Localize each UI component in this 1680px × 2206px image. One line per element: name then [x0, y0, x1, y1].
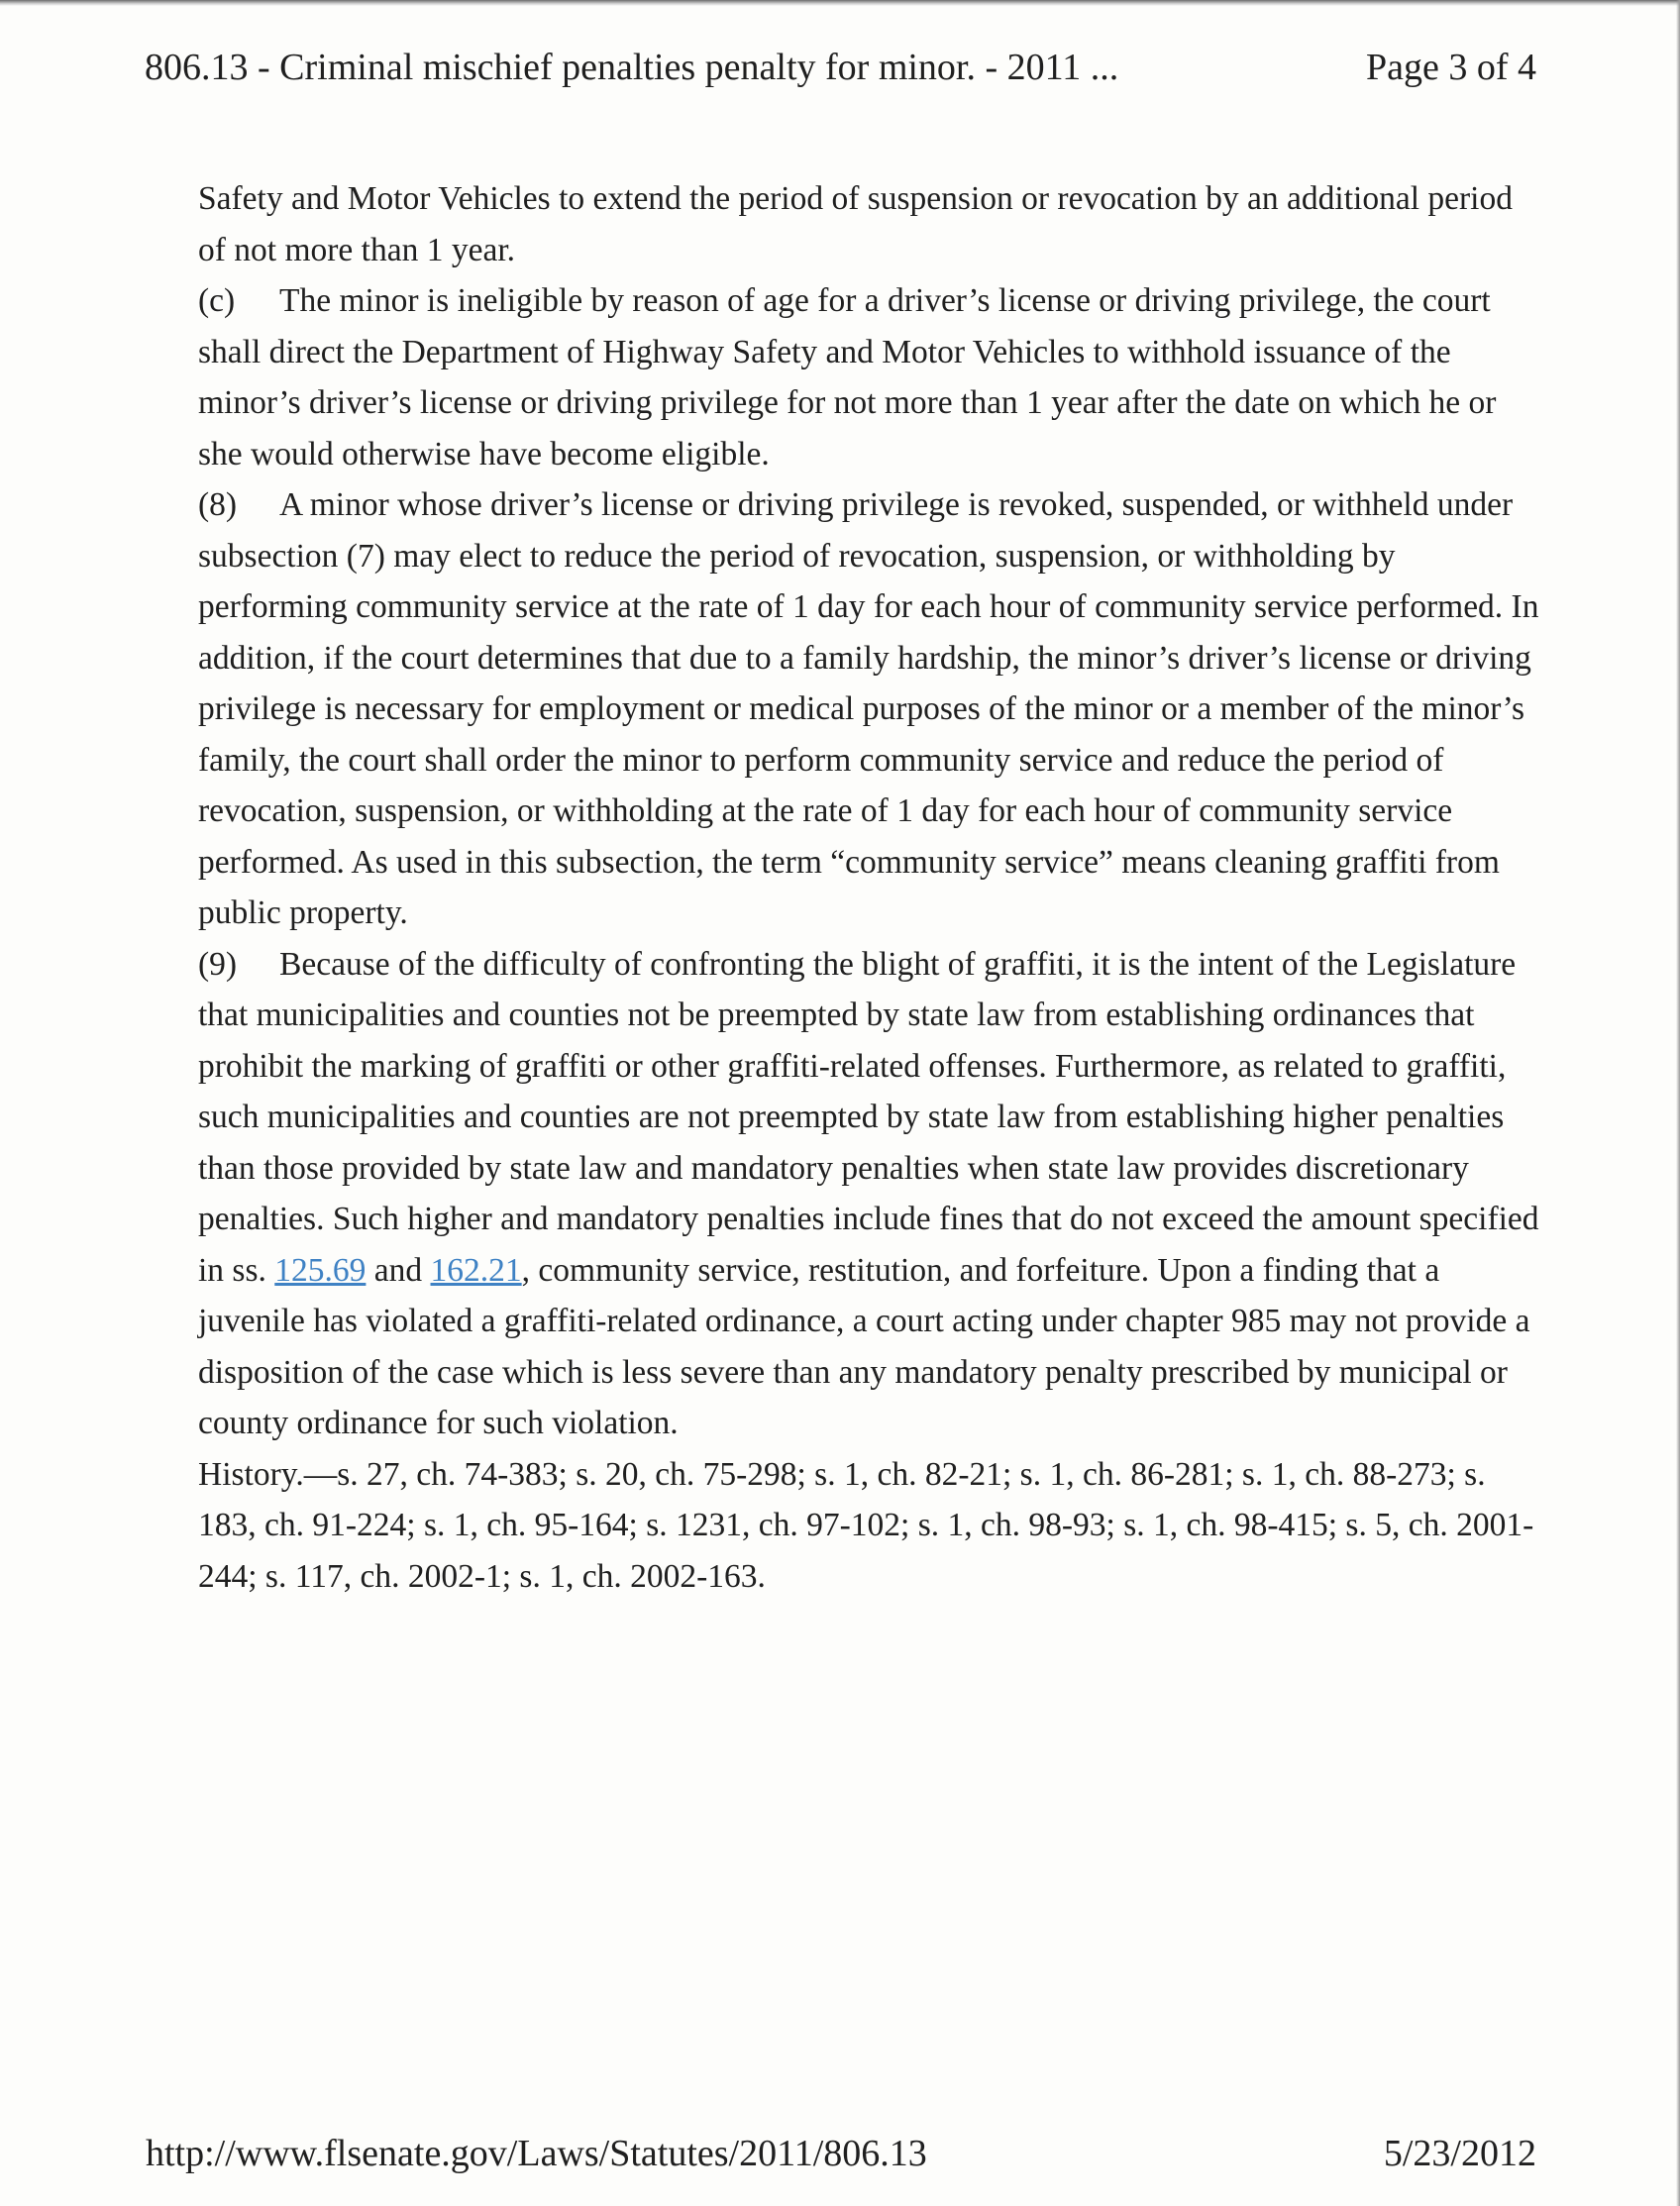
page-footer [146, 2130, 1536, 2177]
statute-link-162-21[interactable]: 162.21 [430, 1251, 522, 1289]
page-header-title: 806.13 - Criminal mischief penalties penalty for minor. - 2011 ... [145, 47, 1119, 88]
history-text: History.—s. 27, ch. 74-383; s. 20, ch. 75-298; s. 1, ch. 82-21; s. 1, ch. 86-281; s. 1, ch. 88-273; s. 183, ch. 91-224; s. 1, ch. 95-164; s. 1231, ch. 97-102; s. 1, ch. 98-93; s. 1, ch. 98-415; s. 5, ch. 2001-244; s. 117, ch. 2002-1; s. 1, ch. 2002-163. [198, 1455, 1534, 1595]
footer-date: 5/23/2012 [1383, 2133, 1536, 2174]
paragraph-text: Because of the difficulty of confronting the blight of graffiti, it is the intent of the Legislature that municipalities and counties not be preempted by state law from establishing ordinances that prohibit the marking of graffiti or other graffiti-related offenses. Furthermore, as related to graffiti, such municipalities and counties are not preempted by state law from establishing higher penalties than those provided by state law and mandatory penalties when state law provides discretionary penalties. Such higher and mandatory penalties include fines that do not exceed the amount specified in ss. [198, 945, 1539, 1289]
page-header [145, 44, 1536, 91]
footer-url: http://www.flsenate.gov/Laws/Statutes/2011/806.13 [146, 2133, 927, 2174]
paragraph-text: and [373, 1251, 423, 1289]
paragraph-c [198, 275, 1545, 479]
paragraph-tag: (8) [198, 486, 238, 523]
paragraph-text: The minor is ineligible by reason of age for a driver’s license or driving privilege, the court shall direct the Department of Highway Safety and Motor Vehicles to withhold issuance of the minor’s driver’s license or driving privilege for not more than 1 year after the date on which he or she would otherwise have become eligible. [198, 282, 1497, 473]
paragraph-continuation [198, 173, 1545, 275]
paragraph-text: , community service, restitution, and forfeiture. Upon a finding that a juvenile has violated a graffiti-related ordinance, a court acting under chapter 985 may not provide a disposition of the case which is less severe than any mandatory penalty prescribed by municipal or county ordinance for such violation. [198, 1251, 1530, 1441]
paragraph-9 [198, 939, 1545, 1449]
paragraph-8 [198, 479, 1545, 939]
scan-edge-top [0, 0, 1680, 6]
paragraph-text: Safety and Motor Vehicles to extend the period of suspension or revocation by an additional period of not more than 1 year. [198, 180, 1513, 268]
statute-body [198, 173, 1545, 1602]
paragraph-tag: (c) [198, 282, 236, 319]
paragraph-text: A minor whose driver’s license or driving privilege is revoked, suspended, or withheld under subsection (7) may elect to reduce the period of revocation, suspension, or withholding by performing community service at the rate of 1 day for each hour of community service performed. In addition, if the court determines that due to a family hardship, the minor’s driver’s license or driving privilege is necessary for employment or medical purposes of the minor or a member of the minor’s family, the court shall order the minor to perform community service and reduce the period of revocation, suspension, or withholding at the rate of 1 day for each hour of community service performed. As used in this subsection, the term “community service” means cleaning graffiti from public property. [198, 486, 1539, 931]
paragraph-tag: (9) [198, 945, 238, 983]
statute-link-125-69[interactable]: 125.69 [274, 1251, 367, 1289]
scan-edge-right [1676, 0, 1680, 2206]
page-number: Page 3 of 4 [1365, 47, 1536, 88]
history-note [198, 1449, 1545, 1603]
